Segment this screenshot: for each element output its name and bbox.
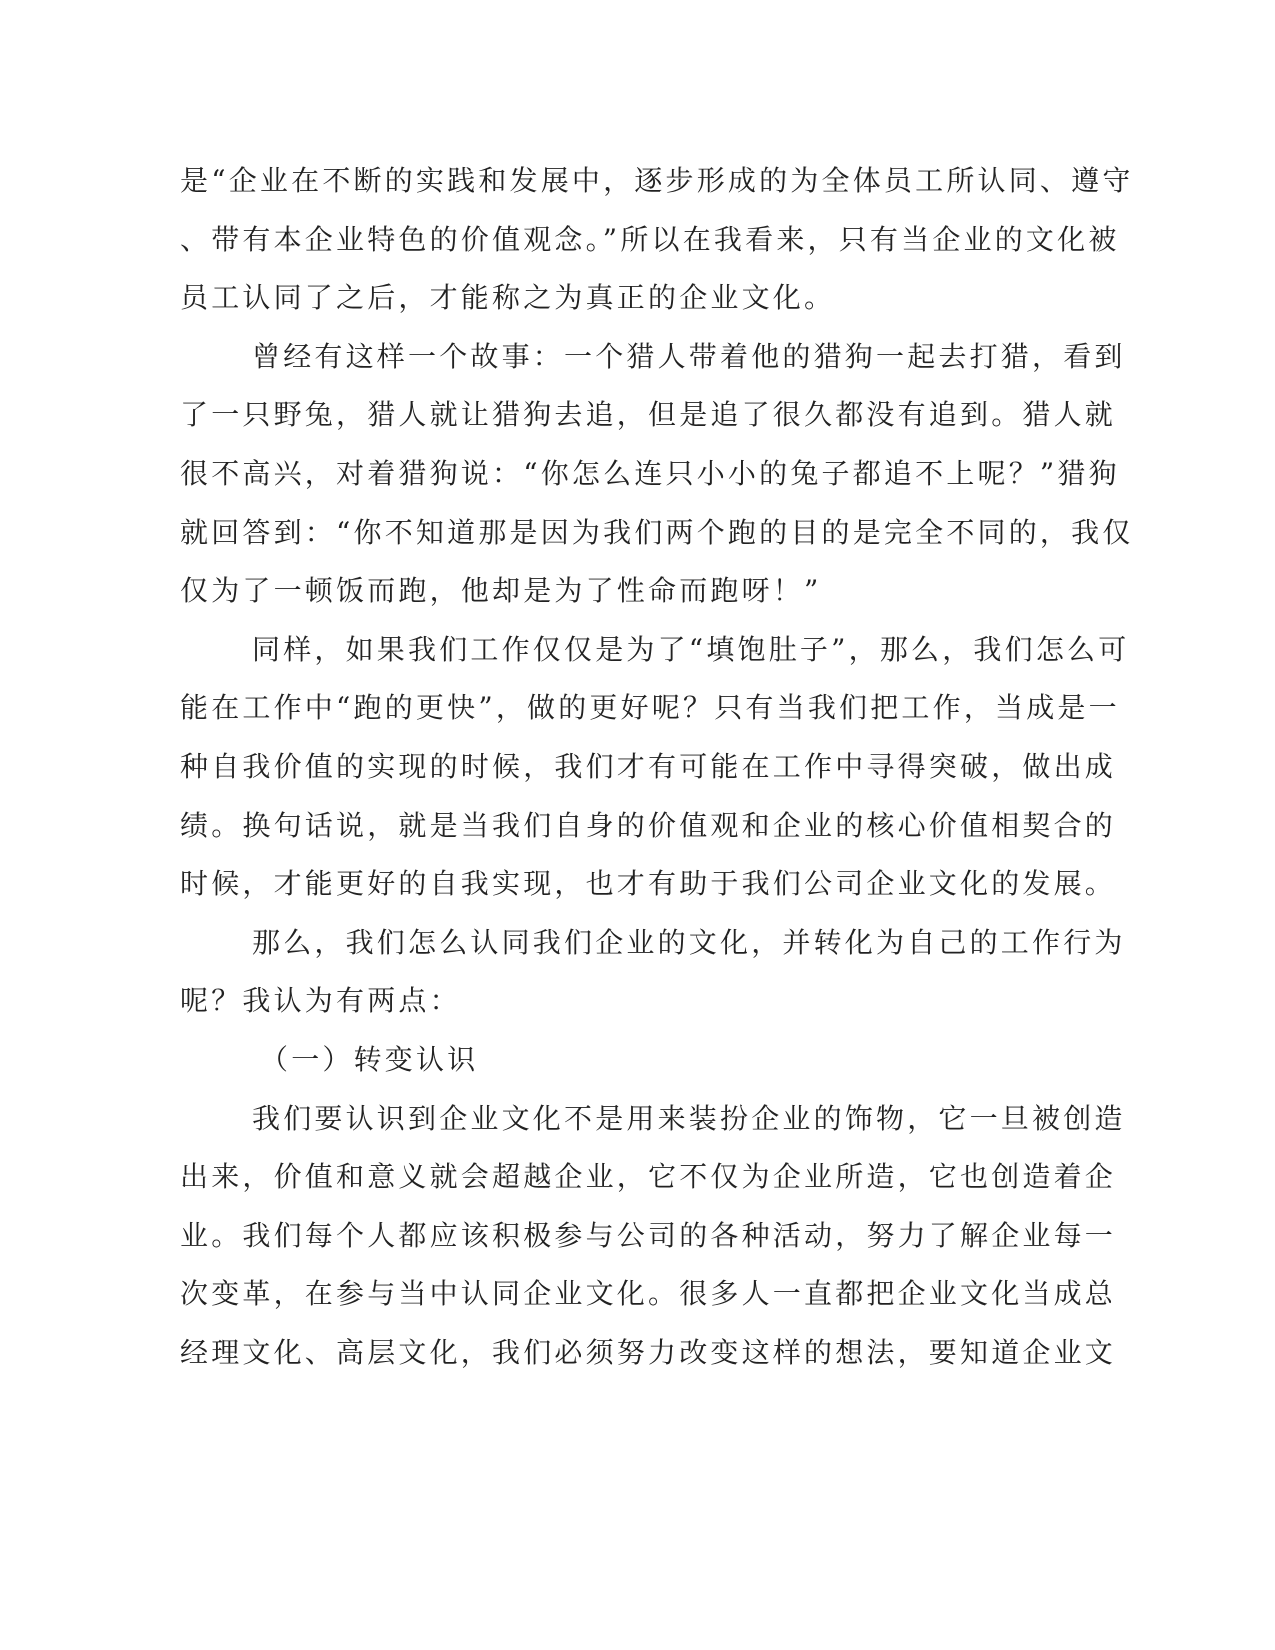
text-line: 了一只野兔，猎人就让猎狗去追，但是追了很久都没有追到。猎人就 bbox=[180, 398, 1117, 432]
paragraph-start-line: 那么，我们怎么认同我们企业的文化，并转化为自己的工作行为 bbox=[252, 925, 1126, 959]
text-line: 出来，价值和意义就会超越企业，它不仅为企业所造，它也创造着企 bbox=[180, 1160, 1117, 1194]
text-line: 员工认同了之后，才能称之为真正的企业文化。 bbox=[180, 281, 836, 315]
text-line: 就回答到：“你不知道那是因为我们两个跑的目的是完全不同的，我仅 bbox=[180, 515, 1134, 549]
text-line: 种自我价值的实现的时候，我们才有可能在工作中寻得突破，做出成 bbox=[180, 749, 1117, 783]
section-heading: （一）转变认识 bbox=[260, 1042, 479, 1076]
text-line: 次变革，在参与当中认同企业文化。很多人一直都把企业文化当成总 bbox=[180, 1277, 1117, 1311]
text-line: 呢？我认为有两点： bbox=[180, 984, 461, 1018]
text-line: 是“企业在不断的实践和发展中，逐步形成的为全体员工所认同、遵守 bbox=[180, 164, 1134, 197]
paragraph-start-line: 同样，如果我们工作仅仅是为了“填饱肚子”，那么，我们怎么可 bbox=[252, 632, 1130, 666]
text-line: 能在工作中“跑的更快”，做的更好呢？只有当我们把工作，当成是一 bbox=[180, 691, 1120, 725]
text-line: 时候，才能更好的自我实现，也才有助于我们公司企业文化的发展。 bbox=[180, 867, 1117, 901]
text-line: 经理文化、高层文化，我们必须努力改变这样的想法，要知道企业文 bbox=[180, 1335, 1117, 1369]
paragraph-start-line: 我们要认识到企业文化不是用来装扮企业的饰物，它一旦被创造 bbox=[252, 1101, 1126, 1135]
document-body bbox=[180, 152, 1134, 1382]
text-line: 业。我们每个人都应该积极参与公司的各种活动，努力了解企业每一 bbox=[180, 1218, 1117, 1252]
text-line: 很不高兴，对着猎狗说：“你怎么连只小小的兔子都追不上呢？”猎狗 bbox=[180, 456, 1120, 490]
text-line: 仅为了一顿饭而跑，他却是为了性命而跑呀！” bbox=[180, 574, 822, 608]
text-line: 绩。换句话说，就是当我们自身的价值观和企业的核心价值相契合的 bbox=[180, 808, 1117, 842]
paragraph-start-line: 曾经有这样一个故事：一个猎人带着他的猎狗一起去打猎，看到 bbox=[252, 339, 1126, 373]
text-line: 、带有本企业特色的价值观念。”所以在我看来，只有当企业的文化被 bbox=[180, 222, 1120, 256]
